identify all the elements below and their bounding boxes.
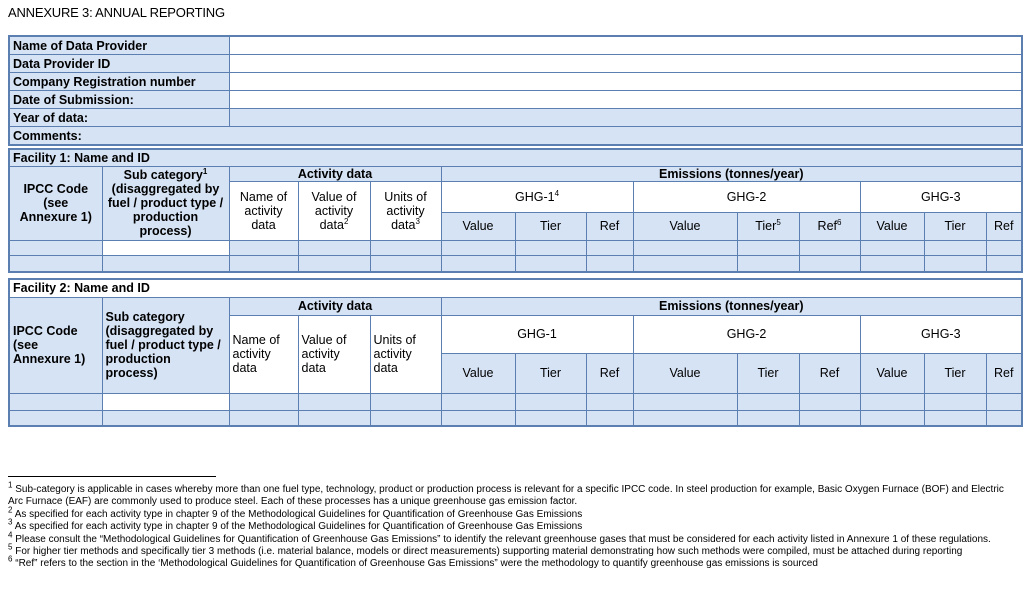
cell[interactable]	[298, 410, 370, 426]
facility-2-title: Facility 2: Name and ID	[9, 279, 1022, 297]
footnote-text: Sub-category is applicable in cases whereby more than one fuel type, technology, product or production process is relevant for a specific IPCC code. In steel production for example, Basic Oxygen Furnace (BOF) and Electric Arc Furnace (EAF) are commonly used to produce steel. Each of these processes has a unique greenhouse gas emission factor.	[8, 484, 1004, 508]
footnote-text: As specified for each activity type in chapter 9 of the Methodological Guidelines for Quantification of Greenhouse Gas Emissions	[14, 508, 583, 520]
table-row	[9, 240, 1022, 255]
footnote-3	[8, 517, 1016, 533]
cell[interactable]	[229, 255, 298, 272]
cell[interactable]	[370, 240, 441, 255]
cell[interactable]	[860, 255, 924, 272]
facility-2-activity-header: Activity data	[229, 297, 441, 315]
cell[interactable]	[737, 240, 799, 255]
table-row	[9, 393, 1022, 410]
cell[interactable]	[515, 410, 586, 426]
info-label-comments[interactable]: Comments:	[9, 127, 1022, 146]
cell[interactable]	[986, 255, 1022, 272]
footnote-number: 4	[8, 530, 13, 540]
info-label-year: Year of data:	[9, 109, 229, 127]
cell[interactable]	[9, 255, 102, 272]
cell[interactable]	[924, 240, 986, 255]
table-row	[9, 410, 1022, 426]
info-row	[9, 73, 1022, 91]
cell[interactable]	[102, 393, 229, 410]
facility-2-ghg1-value: Value	[441, 353, 515, 393]
cell[interactable]	[860, 410, 924, 426]
facility-1-subcategory-header	[102, 166, 229, 240]
subcategory-detail: (disaggregated by fuel / product type / production process)	[107, 182, 224, 238]
footnote-number: 6	[8, 555, 13, 565]
cell[interactable]	[986, 240, 1022, 255]
facility-2-emissions-header: Emissions (tonnes/year)	[441, 297, 1022, 315]
cell[interactable]	[102, 255, 229, 272]
cell[interactable]	[860, 240, 924, 255]
cell[interactable]	[986, 393, 1022, 410]
footnote-ref-6: 6	[837, 217, 842, 227]
footnote-text: Please consult the “Methodological Guidelines for Quantification of Greenhouse Gas Emissions” to identify the relevant greenhouse gases that must be considered for each activity listed in Annexure 1 of these regulations.	[15, 533, 991, 545]
units-activity-label: Units of activity data	[384, 189, 427, 232]
facility-2-ghg3-ref: Ref	[986, 353, 1022, 393]
facility-2-ghg1-ref: Ref	[586, 353, 633, 393]
cell[interactable]	[633, 393, 737, 410]
facility-2-ghg3-value: Value	[860, 353, 924, 393]
cell[interactable]	[515, 240, 586, 255]
ref-label: Ref	[817, 219, 837, 233]
info-row	[9, 55, 1022, 73]
cell[interactable]	[860, 393, 924, 410]
facility-2-ghg3-tier: Tier	[924, 353, 986, 393]
facility-1-ghg3-tier: Tier	[924, 212, 986, 240]
cell[interactable]	[586, 393, 633, 410]
info-label-provider-name: Name of Data Provider	[9, 36, 229, 55]
info-value-company-reg[interactable]	[229, 73, 1022, 91]
cell[interactable]	[370, 255, 441, 272]
footnote-1	[8, 480, 1016, 509]
facility-2-ghg2-value: Value	[633, 353, 737, 393]
facility-1-ghg1-header	[441, 181, 633, 212]
facility-1-value-activity	[298, 181, 370, 240]
cell[interactable]	[441, 255, 515, 272]
footnote-ref-4: 4	[554, 188, 560, 198]
cell[interactable]	[298, 393, 370, 410]
cell[interactable]	[9, 240, 102, 255]
cell[interactable]	[102, 240, 229, 255]
subcategory-label: Sub category	[123, 168, 203, 182]
facility-1-ghg2-ref	[799, 212, 860, 240]
info-value-provider-name[interactable]	[229, 36, 1022, 55]
info-value-submission-date[interactable]	[229, 91, 1022, 109]
facility-2-ghg2-ref: Ref	[799, 353, 860, 393]
cell[interactable]	[441, 410, 515, 426]
facility-1-name-activity: Name of activity data	[229, 181, 298, 240]
info-row	[9, 36, 1022, 55]
facility-1-ghg1-tier: Tier	[515, 212, 586, 240]
info-label-submission-date: Date of Submission:	[9, 91, 229, 109]
cell[interactable]	[441, 393, 515, 410]
facility-1-units-activity	[370, 181, 441, 240]
footnote-6	[8, 555, 1016, 570]
cell[interactable]	[298, 255, 370, 272]
cell[interactable]	[586, 255, 633, 272]
cell[interactable]	[924, 410, 986, 426]
cell[interactable]	[229, 393, 298, 410]
facility-2-ghg2-tier: Tier	[737, 353, 799, 393]
footnote-text: As specified for each activity type in chapter 9 of the Methodological Guidelines for Quantification of Greenhouse Gas Emissions	[14, 521, 583, 533]
ghg1-label: GHG-1	[514, 189, 555, 204]
footnote-2	[8, 505, 1016, 521]
facility-2-ghg2-header: GHG-2	[633, 315, 860, 353]
footnote-ref-3: 3	[415, 216, 420, 226]
footnote-number: 3	[8, 517, 13, 527]
facility-1-title: Facility 1: Name and ID	[9, 149, 1022, 166]
footnote-number: 5	[8, 542, 13, 552]
facility-1-emissions-header: Emissions (tonnes/year)	[441, 166, 1022, 181]
footnote-separator	[8, 476, 216, 477]
footnote-4	[8, 530, 1016, 546]
cell[interactable]	[586, 240, 633, 255]
cell[interactable]	[441, 240, 515, 255]
cell[interactable]	[737, 410, 799, 426]
cell[interactable]	[799, 393, 860, 410]
facility-2-table	[8, 278, 1023, 427]
cell[interactable]	[370, 393, 441, 410]
value-activity-label: Value of activity data	[311, 189, 357, 232]
cell[interactable]	[229, 240, 298, 255]
cell[interactable]	[102, 410, 229, 426]
info-row	[9, 127, 1022, 146]
cell[interactable]	[924, 393, 986, 410]
facility-1-ghg1-value: Value	[441, 212, 515, 240]
cell[interactable]	[633, 240, 737, 255]
facility-2-ghg3-header: GHG-3	[860, 315, 1022, 353]
facility-2-units-activity: Units of activity data	[370, 315, 441, 393]
facility-2-ghg1-header: GHG-1	[441, 315, 633, 353]
footnote-5	[8, 542, 1016, 558]
facility-2-value-activity: Value of activity data	[298, 315, 370, 393]
footnote-number: 2	[8, 505, 13, 515]
cell[interactable]	[737, 393, 799, 410]
tier-label: Tier	[755, 219, 777, 233]
cell[interactable]	[924, 255, 986, 272]
info-row	[9, 109, 1022, 127]
provider-info-table	[8, 35, 1023, 146]
cell[interactable]	[9, 410, 102, 426]
footnote-ref-5: 5	[776, 217, 781, 227]
cell[interactable]	[515, 255, 586, 272]
cell[interactable]	[229, 410, 298, 426]
cell[interactable]	[799, 255, 860, 272]
cell[interactable]	[799, 240, 860, 255]
cell[interactable]	[737, 255, 799, 272]
cell[interactable]	[986, 410, 1022, 426]
cell[interactable]	[586, 410, 633, 426]
facility-1-ghg1-ref: Ref	[586, 212, 633, 240]
cell[interactable]	[633, 255, 737, 272]
info-value-provider-id[interactable]	[229, 55, 1022, 73]
facility-1-ipcc-header: IPCC Code (see Annexure 1)	[9, 166, 102, 240]
facility-1-ghg2-tier	[737, 212, 799, 240]
cell[interactable]	[370, 410, 441, 426]
cell[interactable]	[799, 410, 860, 426]
page-heading: ANNEXURE 3: ANNUAL REPORTING	[8, 5, 225, 20]
cell[interactable]	[9, 393, 102, 410]
footnote-number: 1	[8, 480, 13, 490]
info-row	[9, 91, 1022, 109]
facility-2-subcategory-header: Sub category (disaggregated by fuel / product type / production process)	[102, 297, 229, 393]
facility-2-name-activity: Name of activity data	[229, 315, 298, 393]
table-row	[9, 255, 1022, 272]
facility-1-ghg2-value: Value	[633, 212, 737, 240]
facility-1-ghg3-ref: Ref	[986, 212, 1022, 240]
footnote-ref-1: 1	[202, 166, 208, 176]
footnote-ref-2: 2	[343, 216, 349, 226]
footnotes	[8, 480, 1016, 571]
facility-1-table	[8, 148, 1023, 273]
info-label-company-reg: Company Registration number	[9, 73, 229, 91]
footnote-text: “Ref” refers to the section in the ‘Methodological Guidelines for Quantification of Greenhouse Gas Emissions” were the methodology to quantify greenhouse gas emissions is sourced	[15, 558, 818, 570]
facility-1-activity-header: Activity data	[229, 166, 441, 181]
cell[interactable]	[515, 393, 586, 410]
cell[interactable]	[298, 240, 370, 255]
facility-2-ipcc-header: IPCC Code (see Annexure 1)	[9, 297, 102, 393]
info-value-year[interactable]	[229, 109, 1022, 127]
cell[interactable]	[633, 410, 737, 426]
info-label-provider-id: Data Provider ID	[9, 55, 229, 73]
footnote-text: For higher tier methods and specifically tier 3 methods (i.e. material balance, models or direct measurements) supporting material demonstrating how such methods were compiled, must be attached during reporting	[15, 546, 963, 558]
facility-1-ghg3-header: GHG-3	[860, 181, 1022, 212]
facility-1-ghg2-header: GHG-2	[633, 181, 860, 212]
facility-1-ghg3-value: Value	[860, 212, 924, 240]
facility-2-ghg1-tier: Tier	[515, 353, 586, 393]
